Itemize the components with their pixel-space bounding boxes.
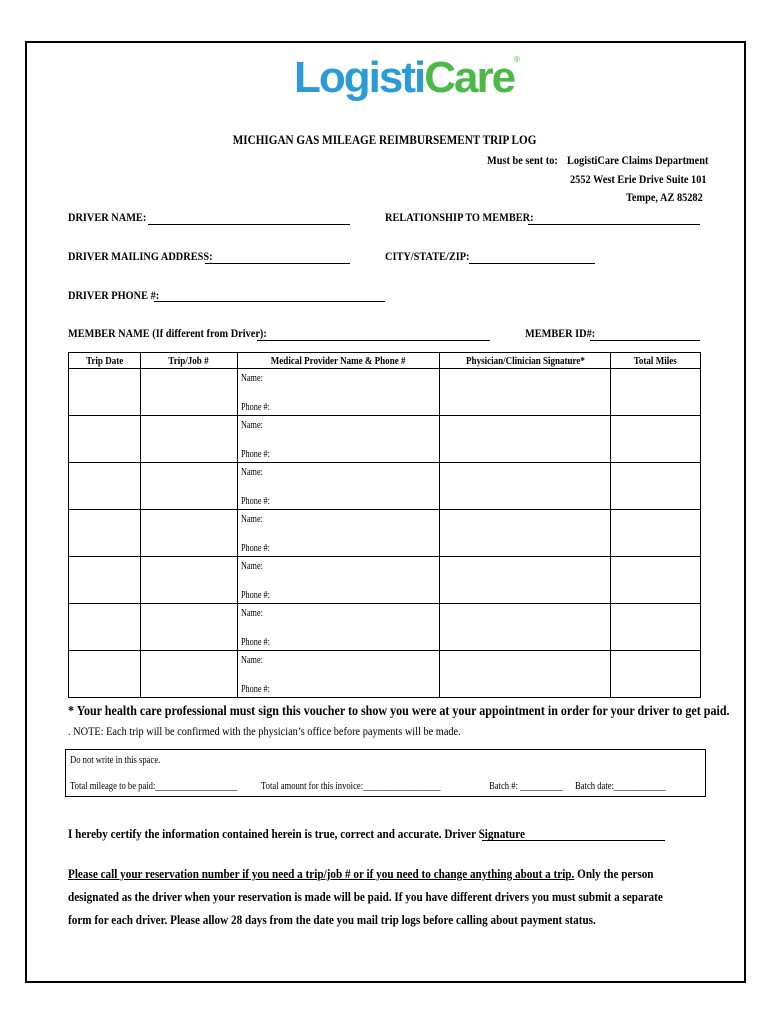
trip-job-cell[interactable] [141,510,238,557]
table-row [69,463,701,510]
provider-phone-label: Phone #: [241,543,270,554]
table-row [69,651,701,698]
total-miles-cell[interactable] [611,416,701,463]
confirmation-note: . NOTE: Each trip will be confirmed with the physician’s office before payments will be made. [68,724,461,738]
form-title: MICHIGAN GAS MILEAGE REIMBURSEMENT TRIP LOG [233,132,537,147]
header-trip-date: Trip Date [69,353,141,369]
provider-cell[interactable] [238,651,440,698]
provider-cell[interactable] [238,463,440,510]
total-miles-cell[interactable] [611,651,701,698]
relationship-field[interactable] [528,224,700,225]
total-amount-field: Total amount for this invoice:__________________ [261,781,441,792]
provider-cell[interactable] [238,510,440,557]
trip-date-cell[interactable] [69,369,141,416]
header-medical-provider: Medical Provider Name & Phone # [238,353,440,369]
batch-date-field: Batch date:____________ [575,781,666,792]
table-row [69,416,701,463]
provider-phone-label: Phone #: [241,684,270,695]
driver-phone-label: DRIVER PHONE #: [68,288,160,302]
table-row [69,369,701,416]
trip-job-cell[interactable] [141,651,238,698]
header-signature: Physician/Clinician Signature* [440,353,611,369]
provider-phone-label: Phone #: [241,637,270,648]
mailing-address-field[interactable] [205,263,350,264]
total-miles-cell[interactable] [611,604,701,651]
driver-name-field[interactable] [148,224,350,225]
send-to-line1: LogistiCare Claims Department [567,153,709,167]
instructions-rest: Only the person designated as the driver when your reservation is made will be paid. If you have different drivers you must submit a separate form for each driver. Please allow 28 days from the date you mail trip logs before calling about payment status. [68,866,663,927]
provider-cell[interactable] [238,604,440,651]
total-miles-cell[interactable] [611,510,701,557]
signature-cell[interactable] [440,651,611,698]
instructions-underlined: Please call your reservation number if you need a trip/job # or if you need to change anything about a trip. [68,866,575,881]
signature-cell[interactable] [440,463,611,510]
trip-date-cell[interactable] [69,557,141,604]
table-row [69,604,701,651]
provider-name-label: Name: [241,561,263,572]
trip-log-table [68,352,701,698]
instructions-paragraph [68,862,679,931]
total-miles-cell[interactable] [611,463,701,510]
city-state-zip-field[interactable] [469,263,595,264]
trip-date-cell[interactable] [69,604,141,651]
provider-name-label: Name: [241,467,263,478]
office-use-heading: Do not write in this space. [70,755,161,766]
trip-job-cell[interactable] [141,369,238,416]
provider-phone-label: Phone #: [241,590,270,601]
member-id-label: MEMBER ID#: [525,326,596,340]
provider-name-label: Name: [241,514,263,525]
batch-number-field: Batch #: __________ [489,781,564,792]
trip-date-cell[interactable] [69,510,141,557]
trip-job-cell[interactable] [141,604,238,651]
trip-job-cell[interactable] [141,463,238,510]
member-name-label: MEMBER NAME (If different from Driver): [68,326,267,340]
table-row [69,557,701,604]
provider-phone-label: Phone #: [241,449,270,460]
total-mileage-field: Total mileage to be paid:___________________ [70,781,238,792]
send-to-line2: 2552 West Erie Drive Suite 101 [570,172,707,186]
trip-date-cell[interactable] [69,463,141,510]
signature-cell[interactable] [440,604,611,651]
signature-cell[interactable] [440,369,611,416]
office-use-box [65,749,706,797]
mailing-address-label: DRIVER MAILING ADDRESS: [68,249,213,263]
provider-name-label: Name: [241,655,263,666]
table-header-row [69,353,701,369]
total-miles-cell[interactable] [611,369,701,416]
relationship-label: RELATIONSHIP TO MEMBER: [385,210,534,224]
header-trip-job: Trip/Job # [141,353,238,369]
send-to-line3: Tempe, AZ 85282 [626,190,703,204]
logisticare-logo: LogistiCare® [294,53,520,102]
signature-cell[interactable] [440,510,611,557]
driver-signature-field[interactable] [482,840,665,841]
total-miles-cell[interactable] [611,557,701,604]
driver-name-label: DRIVER NAME: [68,210,147,224]
signature-cell[interactable] [440,416,611,463]
city-state-zip-label: CITY/STATE/ZIP: [385,249,470,263]
certification-statement: I hereby certify the information contained herein is true, correct and accurate. Driver Signature [68,826,525,841]
provider-name-label: Name: [241,608,263,619]
header-total-miles: Total Miles [611,353,701,369]
signature-requirement-note: * Your health care professional must sign this voucher to show you were at your appointment in order for your driver to get paid. [68,704,730,719]
provider-cell[interactable] [238,557,440,604]
trip-date-cell[interactable] [69,651,141,698]
member-name-field[interactable] [257,340,490,341]
provider-cell[interactable] [238,369,440,416]
table-row [69,510,701,557]
provider-name-label: Name: [241,420,263,431]
driver-phone-field[interactable] [154,301,385,302]
trip-date-cell[interactable] [69,416,141,463]
trip-job-cell[interactable] [141,416,238,463]
provider-name-label: Name: [241,373,263,384]
trip-job-cell[interactable] [141,557,238,604]
provider-cell[interactable] [238,416,440,463]
signature-cell[interactable] [440,557,611,604]
provider-phone-label: Phone #: [241,402,270,413]
send-to-label: Must be sent to: [487,153,558,167]
provider-phone-label: Phone #: [241,496,270,507]
member-id-field[interactable] [590,340,700,341]
